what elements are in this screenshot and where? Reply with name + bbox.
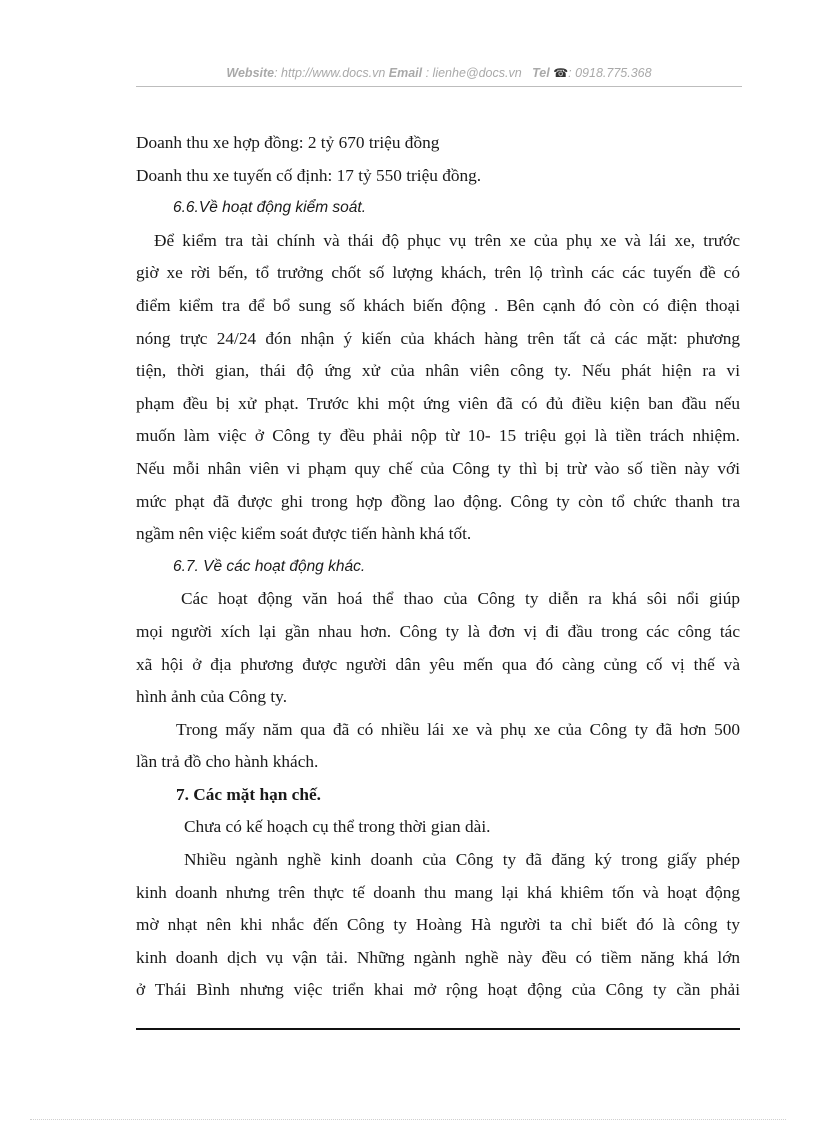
- footer-divider: [136, 1028, 740, 1030]
- text-line: ngầm nên việc kiểm soát được tiến hành khá tốt.: [136, 524, 472, 544]
- text-line: Nhiều ngành nghề kinh doanh của Công ty đã đăng ký trong giấy phép: [184, 850, 740, 870]
- text-line: Trong mấy năm qua đã có nhiều lái xe và phụ xe của Công ty đã hơn 500: [176, 719, 740, 739]
- section-heading-7: 7. Các mặt hạn chế.: [176, 784, 321, 804]
- email-address: : lienhe@docs.vn: [422, 66, 522, 80]
- text-line: mọi người xích lại gần nhau hơn. Công ty là đơn vị đi đầu trong các công tác: [136, 621, 740, 641]
- text-line: kinh doanh nhưng trên thực tế doanh thu mang lại khá khiêm tốn và hoạt động: [136, 882, 740, 902]
- document-body: [136, 127, 740, 1007]
- phone-icon: ☎: [553, 66, 569, 80]
- text-line: Chưa có kế hoạch cụ thể trong thời gian dài.: [184, 817, 491, 837]
- text-line: lần trả đồ cho hành khách.: [136, 752, 319, 772]
- text-line: Để kiểm tra tài chính và thái độ phục vụ trên xe của phụ xe và lái xe, trước: [154, 230, 740, 250]
- text-line: Doanh thu xe hợp đồng: 2 tỷ 670 triệu đồng: [136, 133, 440, 152]
- website-url: : http://www.docs.vn: [274, 66, 386, 80]
- email-label: Email: [388, 66, 423, 80]
- text-line: xã hội ở địa phương được người dân yêu mến qua đó càng củng cố vị thế và: [136, 654, 740, 674]
- section-heading-6-6: 6.6.Về hoạt động kiểm soát.: [173, 199, 367, 217]
- text-line: phạm đều bị xử phạt. Trước khi một ứng viên đã có đủ điều kiện ban đầu nếu: [136, 393, 740, 413]
- header-divider: [136, 86, 742, 87]
- website-label: Website: [226, 66, 275, 80]
- text-line: Các hoạt động văn hoá thể thao của Công ty diễn ra khá sôi nổi giúp: [181, 589, 740, 609]
- text-line: Doanh thu xe tuyến cố định: 17 tỷ 550 triệu đồng.: [136, 165, 482, 185]
- page-header: [136, 66, 742, 80]
- text-line: mờ nhạt nên khi nhắc đến Công ty Hoàng Hà người ta chỉ biết đó là công ty: [136, 915, 740, 935]
- page-bottom-border: [30, 1119, 786, 1120]
- text-line: kinh doanh dịch vụ vận tải. Những ngành nghề này đều có tiềm năng khá lớn: [136, 947, 740, 967]
- tel-number: : 0918.775.368: [568, 66, 652, 80]
- text-line: ở Thái Bình nhưng việc triển khai mở rộng hoạt động của Công ty cần phải: [136, 980, 740, 1000]
- text-line: hình ảnh của Công ty.: [136, 687, 288, 707]
- text-line: giờ xe rời bến, tổ trưởng chốt số lượng khách, trên lộ trình các các tuyến đề có: [136, 263, 740, 283]
- text-line: muốn làm việc ở Công ty đều phải nộp từ 10- 15 triệu gọi là tiền trách nhiệm.: [136, 426, 740, 446]
- section-heading-6-7: 6.7. Về các hoạt động khác.: [173, 557, 366, 575]
- text-line: mức phạt đã được ghi trong hợp đồng lao động. Công ty còn tổ chức thanh tra: [136, 491, 740, 511]
- tel-label: Tel: [532, 66, 550, 80]
- text-line: Nếu mỗi nhân viên vi phạm quy chế của Công ty thì bị trừ vào số tiền này với: [136, 458, 740, 478]
- text-line: điểm kiểm tra để bổ sung số khách biến động . Bên cạnh đó còn có điện thoại: [136, 295, 740, 315]
- text-line: tiện, thời gian, thái độ ứng xử của nhân viên công ty. Nếu phát hiện ra vi: [136, 361, 740, 381]
- text-line: nóng trực 24/24 đón nhận ý kiến của khách hàng trên tất cả các mặt: phương: [136, 328, 740, 348]
